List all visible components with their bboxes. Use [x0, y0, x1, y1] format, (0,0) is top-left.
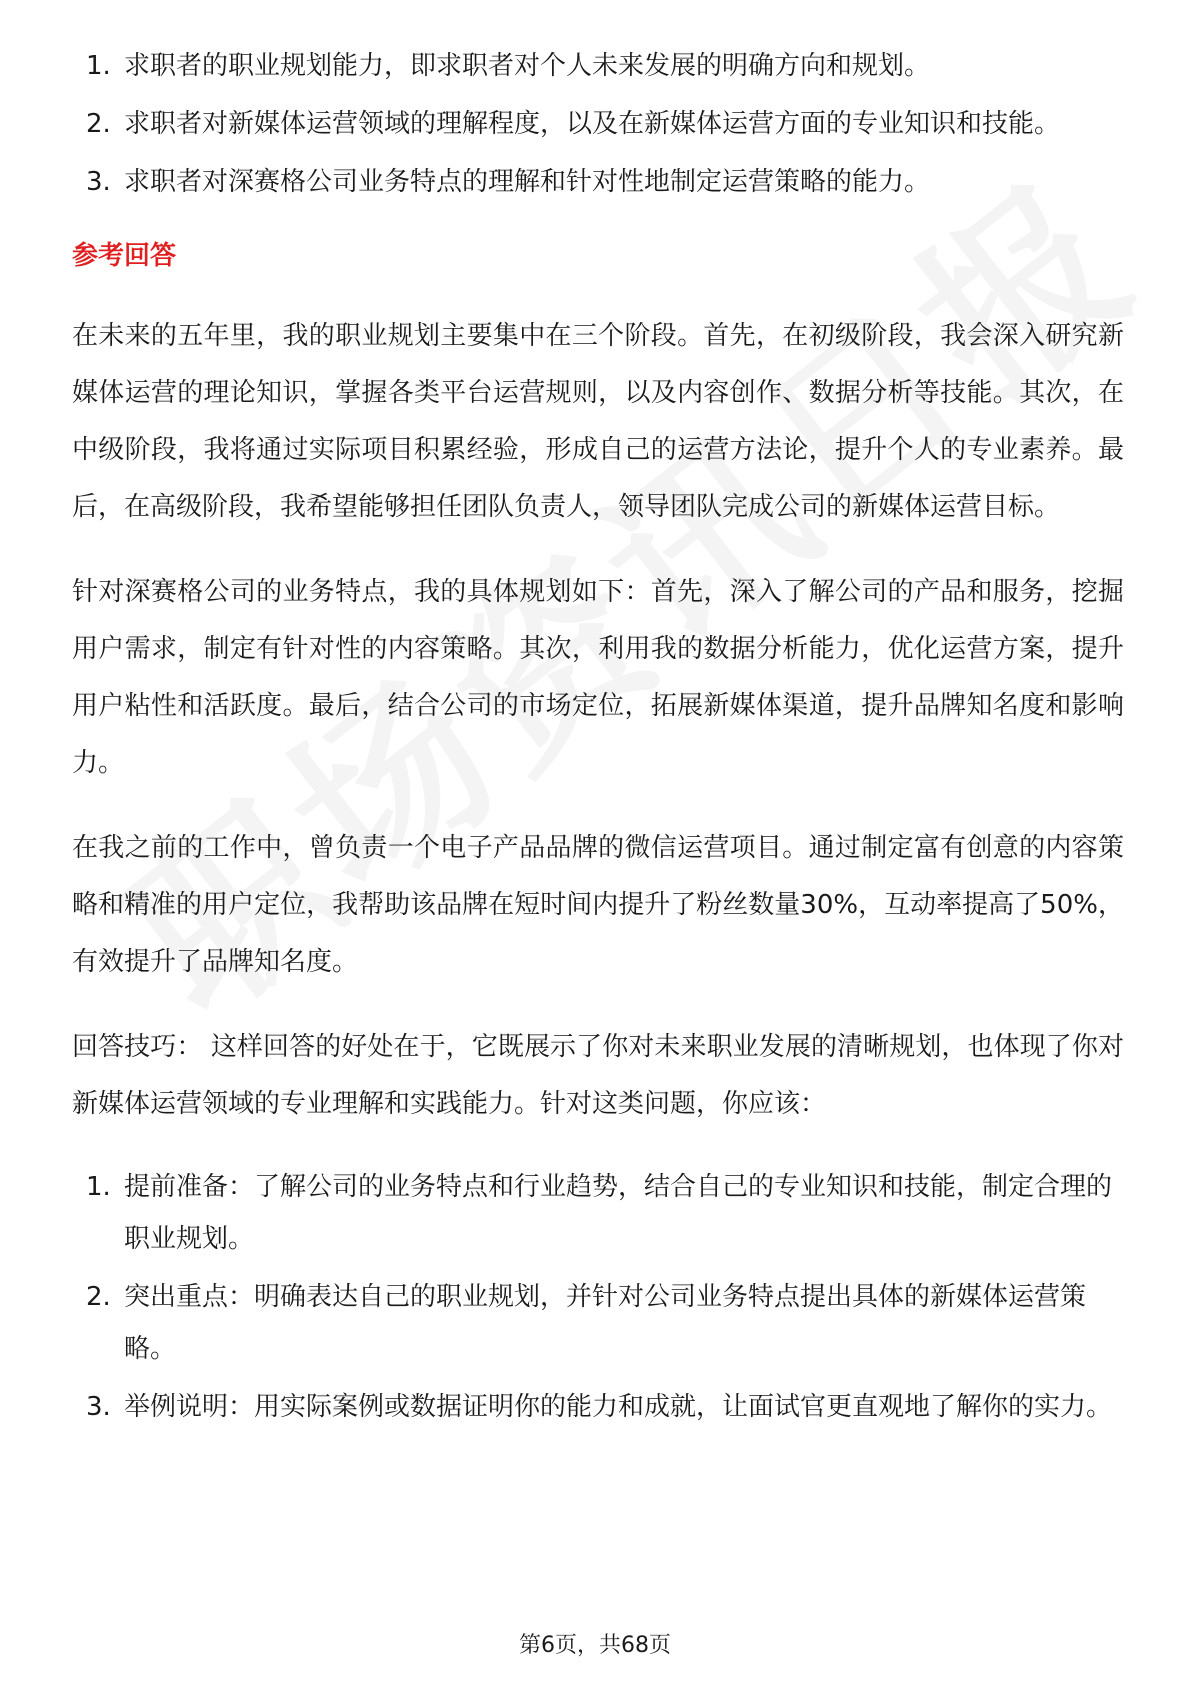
- list-item-text: 求职者的职业规划能力，即求职者对个人未来发展的明确方向和规划。: [124, 51, 931, 81]
- paragraph: 回答技巧： 这样回答的好处在于，它既展示了你对未来职业发展的清晰规划，也体现了你对新媒体运营领域的专业理解和实践能力。针对这类问题，你应该：: [72, 1032, 1124, 1119]
- list-item: 1. 求职者的职业规划能力，即求职者对个人未来发展的明确方向和规划。: [86, 51, 931, 81]
- page-content: [72, 40, 1124, 1439]
- tips-list: [72, 1161, 1124, 1433]
- list-item: 3. 举例说明：用实际案例或数据证明你的能力和成就，让面试官更直观地了解你的实力。: [86, 1392, 1113, 1422]
- list-item: 1. 提前准备：了解公司的业务特点和行业趋势，结合自己的专业知识和技能，制定合理的职业规划。: [86, 1172, 1113, 1254]
- section-title: 参考回答: [72, 241, 177, 271]
- list-item-text: 求职者对新媒体运营领域的理解程度，以及在新媒体运营方面的专业知识和技能。: [124, 109, 1061, 139]
- list-item-text: 举例说明：用实际案例或数据证明你的能力和成就，让面试官更直观地了解你的实力。: [124, 1392, 1113, 1422]
- list-item-text: 提前准备：了解公司的业务特点和行业趋势，结合自己的专业知识和技能，制定合理的职业规划。: [124, 1172, 1113, 1254]
- list-item: 3. 求职者对深赛格公司业务特点的理解和针对性地制定运营策略的能力。: [86, 167, 931, 197]
- list-item-text: 求职者对深赛格公司业务特点的理解和针对性地制定运营策略的能力。: [124, 167, 931, 197]
- page-footer: 第6页，共68页: [519, 1633, 671, 1658]
- paragraph: 在我之前的工作中，曾负责一个电子产品品牌的微信运营项目。通过制定富有创意的内容策略和精准的用户定位，我帮助该品牌在短时间内提升了粉丝数量30%，互动率提高了50%，有效提升了品牌知名度。: [72, 833, 1124, 977]
- intro-list: [72, 40, 1124, 208]
- paragraph: 在未来的五年里，我的职业规划主要集中在三个阶段。首先，在初级阶段，我会深入研究新媒体运营的理论知识，掌握各类平台运营规则，以及内容创作、数据分析等技能。其次，在中级阶段，我将通过实际项目积累经验，形成自己的运营方法论，提升个人的专业素养。最后，在高级阶段，我希望能够担任团队负责人，领导团队完成公司的新媒体运营目标。: [72, 321, 1124, 522]
- list-item: 2. 突出重点：明确表达自己的职业规划，并针对公司业务特点提出具体的新媒体运营策略。: [86, 1282, 1087, 1364]
- list-item: 2. 求职者对新媒体运营领域的理解程度，以及在新媒体运营方面的专业知识和技能。: [86, 109, 1061, 139]
- list-item-text: 突出重点：明确表达自己的职业规划，并针对公司业务特点提出具体的新媒体运营策略。: [124, 1282, 1087, 1364]
- paragraph: 针对深赛格公司的业务特点，我的具体规划如下：首先，深入了解公司的产品和服务，挖掘用户需求，制定有针对性的内容策略。其次，利用我的数据分析能力，优化运营方案，提升用户粘性和活跃度。最后，结合公司的市场定位，拓展新媒体渠道，提升品牌知名度和影响力。: [72, 577, 1124, 778]
